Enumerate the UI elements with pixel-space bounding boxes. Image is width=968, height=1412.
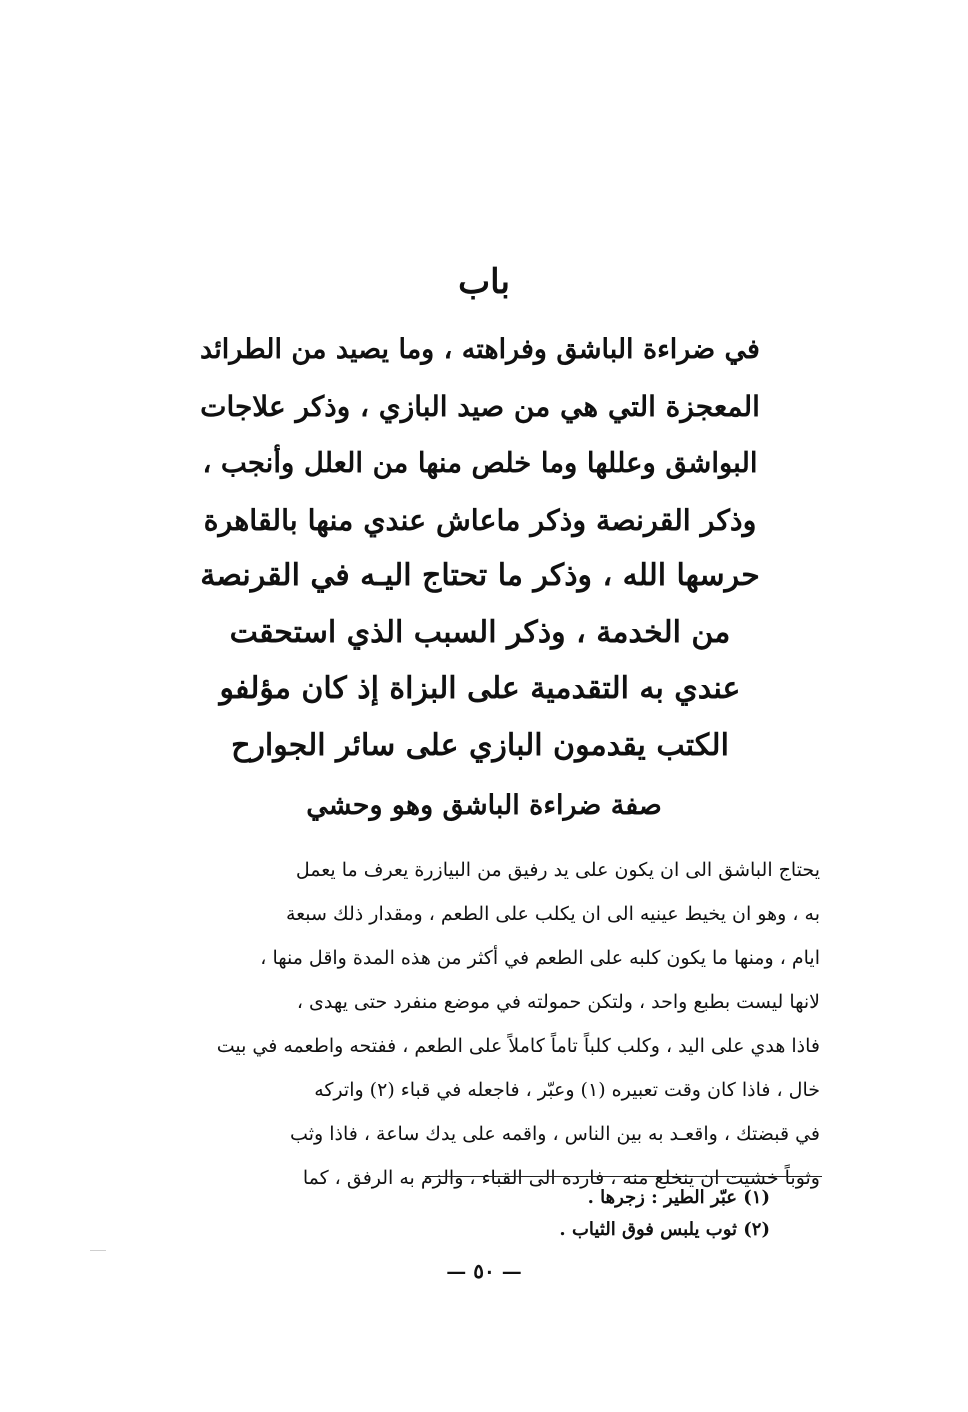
heading-line: المعجزة التي هي من صيد البازي ، وذكر علاجات (200, 389, 760, 423)
heading-line: الكتب يقدمون البازي على سائر الجوارح (231, 727, 729, 763)
body-line: ايام ، ومنها ما يكون كلبه على الطعم في أكثر من هذه المدة واقل منها ، (260, 947, 820, 969)
body-line: لانها ليست بطبع واحد ، ولتكن حمولته في موضع منفرد حتى يهدى ، (296, 991, 820, 1013)
heading-line: عندي به التقدمية على البزاة إذ كان مؤلفو (219, 671, 741, 706)
chapter-heading (200, 322, 760, 774)
body-line: خال ، فاذا كان وقت تعبيره (١) وعبّر ، فاجعله في قباء (٢) واتركه (314, 1079, 820, 1101)
scan-artifact (90, 1250, 106, 1251)
chapter-title: باب (458, 262, 510, 302)
footnotes (559, 1182, 770, 1246)
heading-line: حرسها الله ، وذكر ما تحتاج اليـه في القرنصة (200, 558, 760, 593)
heading-line: البواشق وعللها وما خلص منها من العلل وأنجب ، (202, 447, 758, 479)
footnote-divider (425, 1176, 822, 1177)
heading-line: في ضراءة الباشق وفراهته ، وما يصيد من الطرائد (200, 334, 760, 365)
body-line: فاذا هدي على اليد ، وكلب كلباً تاماً كاملاً على الطعم ، ففتحه واطعمه في بيت (216, 1035, 820, 1057)
section-subheading: صفة ضراءة الباشق وهو وحشي (306, 790, 662, 821)
heading-line: من الخدمة ، وذكر السبب الذي استحقت (229, 614, 731, 650)
body-line: في قبضتك ، واقعـد به بين الناس ، واقمه على يدك ساعة ، فاذا وثب (290, 1123, 820, 1145)
heading-line: وذكر القرنصة وذكر ماعاش عندي منها بالقاهرة (203, 502, 757, 537)
body-line: وثوباً خشيت ان ينخلع منه ، فارده الى القباء ، والزم به الرفق ، كما (302, 1167, 820, 1189)
body-line: يحتاج الباشق الى ان يكون على يد رفيق من البيازرة يعرف ما يعمل (295, 859, 820, 881)
footnote: (١) عبّر الطير : زجرها . (587, 1187, 770, 1208)
page-number: — ٥٠ — (446, 1259, 522, 1283)
footnote: (٢) ثوب يلبس فوق الثياب . (559, 1219, 770, 1240)
body-line: به ، وهو ان يخيط عينيه الى ان يكلب على الطعم ، ومقدار ذلك سبعة (285, 903, 820, 925)
body-paragraph (160, 848, 820, 1200)
